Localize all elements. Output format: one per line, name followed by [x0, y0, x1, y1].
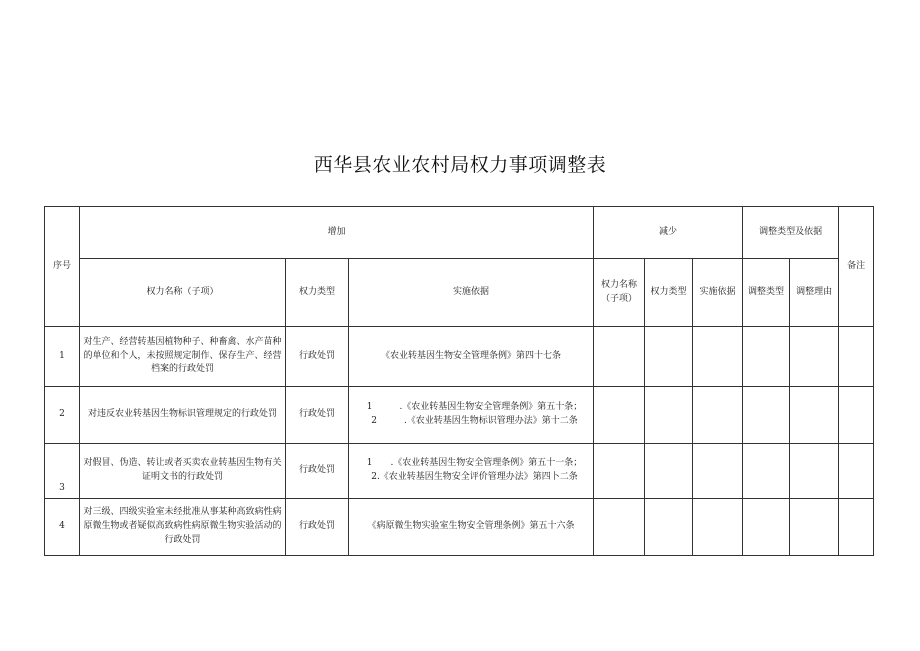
basis-line: 《病原微生物实验室生物安全管理条例》第五十六条 [367, 521, 575, 532]
row-index: 4 [45, 499, 80, 556]
row-basis [349, 327, 594, 387]
row-basis [349, 499, 594, 556]
row-index: 2 [45, 387, 80, 444]
header-row-2 [45, 259, 874, 327]
header-add: 增加 [80, 207, 594, 259]
adjustment-table [44, 206, 874, 556]
header-remark: 备注 [839, 207, 874, 327]
header-row-1 [45, 207, 874, 259]
empty-cell [693, 387, 743, 444]
empty-cell [790, 387, 839, 444]
row-power-name: 对假冒、伪造、转让或者买卖农业转基因生物有关证明文书的行政处罚 [80, 444, 286, 499]
empty-cell [743, 327, 790, 387]
empty-cell [790, 499, 839, 556]
empty-cell [594, 444, 645, 499]
basis-line: 2 .《农业转基因生物标识管理办法》第十二条 [371, 416, 578, 426]
header-add-type: 权力类型 [286, 259, 349, 327]
empty-cell [839, 327, 874, 387]
empty-cell [693, 444, 743, 499]
row-power-type: 行政处罚 [286, 444, 349, 499]
header-reduce: 减少 [594, 207, 743, 259]
header-adjust-reason: 调整理由 [790, 259, 839, 327]
row-basis [349, 444, 594, 499]
basis-line: 1 .《农业转基因生物安全管理条例》第五十条； [366, 402, 583, 413]
page-title: 西华县农业农村局权力事项调整表 [313, 154, 607, 176]
empty-cell [693, 327, 743, 387]
header-seq: 序号 [45, 207, 80, 327]
table-row [45, 444, 874, 499]
empty-cell [743, 444, 790, 499]
row-index: 3 [45, 444, 80, 499]
empty-cell [839, 444, 874, 499]
header-reduce-name: 权力名称（子项） [594, 259, 645, 327]
empty-cell [693, 499, 743, 556]
row-power-name: 对违反农业转基因生物标识管理规定的行政处罚 [80, 387, 286, 444]
basis-line: 《农业转基因生物安全管理条例》第四十七条 [381, 350, 562, 361]
header-reduce-type: 权力类型 [645, 259, 693, 327]
empty-cell [743, 387, 790, 444]
header-add-basis: 实施依据 [349, 259, 594, 327]
empty-cell [645, 327, 693, 387]
empty-cell [594, 499, 645, 556]
header-add-name: 权力名称（子项） [80, 259, 286, 327]
empty-cell [645, 499, 693, 556]
basis-line: 2.《农业转基因生物安全评价管理办法》第四卜二条 [371, 472, 578, 482]
row-index: 1 [45, 327, 80, 387]
table-row [45, 499, 874, 556]
row-power-name: 对生产、经营转基因植物种子、种畜禽、水产苗种的单位和个人，未按照规定制作、保存生产、经营档案的行政处罚 [80, 327, 286, 387]
row-power-name: 对三级、四级实验室未经批准从事某种高致病性病原微生物或者疑似高致病性病原微生物实验活动的行政处罚 [80, 499, 286, 556]
row-power-type: 行政处罚 [286, 499, 349, 556]
row-power-type: 行政处罚 [286, 387, 349, 444]
empty-cell [839, 499, 874, 556]
row-basis [349, 387, 594, 444]
header-adjust-group: 调整类型及依据 [743, 207, 839, 259]
header-reduce-basis: 实施依据 [693, 259, 743, 327]
row-power-type: 行政处罚 [286, 327, 349, 387]
empty-cell [594, 327, 645, 387]
header-adjust-type: 调整类型 [743, 259, 790, 327]
empty-cell [645, 387, 693, 444]
basis-line: 1 .《农业转基因生物安全管理条例》第五十一条； [366, 458, 583, 469]
empty-cell [790, 444, 839, 499]
empty-cell [645, 444, 693, 499]
empty-cell [743, 499, 790, 556]
empty-cell [839, 387, 874, 444]
empty-cell [594, 387, 645, 444]
table-row [45, 327, 874, 387]
table-row [45, 387, 874, 444]
empty-cell [790, 327, 839, 387]
